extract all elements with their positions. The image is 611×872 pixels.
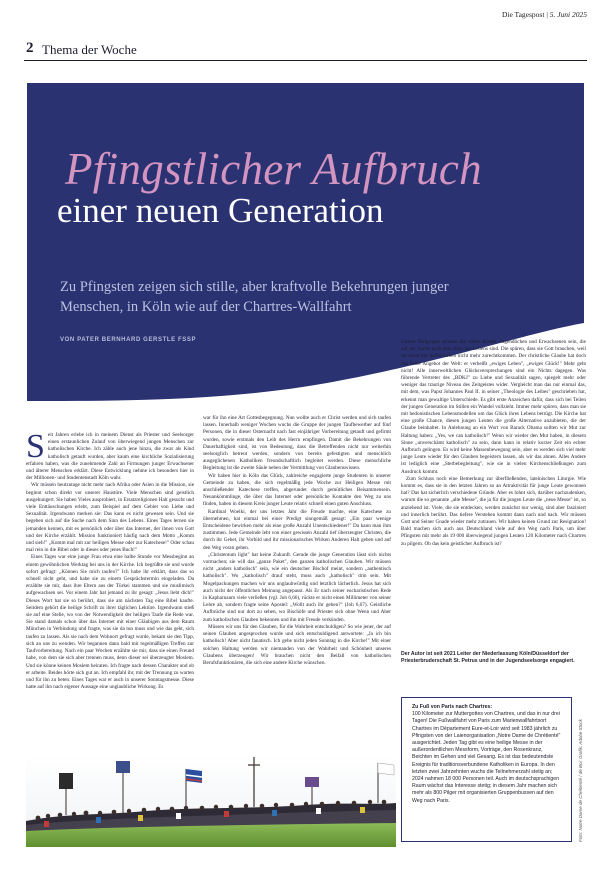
article-paragraph: Müssen wir uns für den Glauben, für die Wahrheit entschuldigen? So wie jener, der auf seinen Glauben angesprochen wurde und sich entschuldigend antwortete: „Ja ich bin katholisch! Aber nicht fanatisch. Ich gehe nicht jeden Sonntag in die Kirche!" Mit einer solchen Haltung werden wir niemanden von der Wahrheit und Schönheit unseres Glaubens überzeugen! Wir brauchen nicht den Beifall von katholischen Berufsfunktionären, die sich eine andere Kirche wünschen. (203, 623, 391, 666)
author-note: Der Autor ist seit 2021 Leiter der Niederlassung Köln/Düsseldorf der Priesterbruderschaft St. Petrus und in der Jugendseelsorge engagiert. (401, 651, 575, 664)
article-paragraph: Unsere Zielgruppe müssen die vielen Kinder, Jugendlichen und Erwachsenen sein, die auf der Suche nach dem Sinn des Lebens sind. Die spüren, dass sie Gott brauchen, weil sie sonst mit ihrem Leben nicht mehr zurechtkommen. Der christliche Glaube hat doch das beste Angebot der Welt: er verheißt „ewiges Leben", „ewiges Glück!" Mehr geht nicht! Alle innerweltlichen Glücksversprechungen sind ein Nichts dagegen. Was führende Vertreter des „BDKJ" zu Liebe und Sexualität sagen, spiegelt mehr oder weniger das traurige Niveau des Zeitgeistes wider. Vergleicht man das nur einmal das, mit dem, was Papst Johannes Paul II. in seiner „Theologie des Leibes" geschrieben hat, erkennt man gewaltige Unterschiede. Es gibt erste Anzeichen dafür, dass sich bei Teilen der jungen Generation im Stillen ein Wandel vollzieht. Immer mehr spüren, dass man sie mit hedonistischen Lebensmodellen um das Glück ihres Lebens betrügt. Die Kirche hat eine große Chance, diesen jungen Leuten die große Alternative anzubieten, die der Glaube beinhaltet. In Anlehnung an ein Wort von Barack Obama sollten wir Mut zur Haltung haben: „Yes, we can katholisch!" Wenn wir wieder den Mut haben, in diesem Sinne „unverschämt katholisch" zu sein, dann kann in relativ kurzer Zeit ein echter Aufbruch gelingen. Es wird keine Massenbewegung sein, aber es werden sich viel mehr junge Leute wieder für den Glauben begeistern lassen, als wir das ahnen. Alles Andere ist lediglich eine „Sterbebegleitung", wie sie in vielen Kirchenschließungen zum Ausdruck kommt. (401, 339, 586, 475)
article-paragraph: Seit Jahren erlebe ich in meinem Dienst als Priester und Seelsorger einen erstaunlichen Zulauf von überwiegend jungen Menschen zur katholischen Kirche. Ich zähle auch jene hinzu, die zwar als Kind katholisch getauft wurden, aber kaum eine kirchliche Sozialisierung erfahren haben, was die zunehmende Zahl an Firmungen junger Erwachsener und älterer Menschen erklärt. Diese Entwicklung nehme ich besonders hier in der Millionen- und Studentenstadt Köln wahr. (26, 432, 194, 482)
article-column-2 (203, 415, 391, 775)
page-number: 2 (26, 40, 34, 56)
info-box-title: Zu Fuß von Paris nach Chartres: (412, 704, 493, 710)
article-paragraph: war für ihn eine Art Gottesbegegnung. Nun wollte auch er Christ werden und sich taufen lassen. Innerhalb weniger Wochen wuchs die Gruppe der jungen Taufbewerber auf fünf Personen, die in dieser Osternacht nach fast einjähriger Vorbereitung getauft und gefirmt wurden, sowie erstmals den Leib des Herrn empfingen. Damit die Bekehrungen von Dauerhaftigkeit sind, ist von Bedeutung, dass die Betreffenden nicht nur weiterhin seelsorglich betreut werden, sondern von bereits gefestigten und menschlich ausgeglichenen Katholiken freundschaftlich begleitet werden. Diese menschliche Begleitung ist die zweite Säule neben der Vermittlung von Glaubenswissen. (203, 415, 391, 472)
section-title: Thema der Woche (42, 42, 137, 57)
lead-text: Zu Pfingsten zeigen sich stille, aber kraftvolle Bekehrungen junger Menschen, in Köln wie auf der Chartres-Wallfahrt (60, 279, 449, 315)
info-box-text: 100 Kilometer zur Muttergottes von Chartres, und das in nur drei Tagen! Die Fußwallfahrt von Paris zum Marienwallfahrtsort Chartres im Département Eure-et-Loir wird seit 1983 jährlich zu Pfingsten von der Laienorganisation „Notre Dame de Chrétienté" ausgerichtet. Jeden Tag gibt es eine heilige Messe in der außerordentlichen Messform, Vorträge, den Rosenkranz, Beichten im Gehen und viel Gesang. Es ist das bedeutendste Ereignis für traditionsverbundene Katholiken in Europa. In den letzten zwei Jahrzehnten wuchs die Teilnehmerzahl stetig an; 2024 nahmen 18 000 Personen teil. Auch im deutschsprachigen Raum wächst das Interesse stetig; in diesem Jahr machen sich mehr als 800 Pilger mit organisierten Gruppenbussen auf den Weg nach Paris. (412, 711, 561, 804)
masthead: Die Tagespost | 5. Juni 2025 (501, 10, 587, 19)
banner-icon (59, 773, 73, 789)
article-column-1 (26, 432, 194, 782)
header-divider (24, 60, 587, 61)
article-paragraph: Eines Tages war eine junge Frau etwa eine halbe Stunde vor Messbeginn an einem gewöhnlichen Werktag bei uns in der Kirche. Ich begrüßte sie und wurde sofort gefragt: „Können Sie mich taufen?" Ich habe ihr erklärt, dass das so schnell nicht geht, und habe sie zu einem Gesprächstermin eingeladen. Da erzählte sie mir, dass ihre Eltern aus der Türkei stammen und sie muslimisch aufgewachsen sei. Vor einem Jahr hat jemand zu ihr gesagt: „Jesus liebt dich!" Dieses Wort hat sie so berührt, dass sie am nächsten Tag eine Bibel kaufte. Seitdem gehört die heilige Schrift zu ihrer täglichen Lektüre. Irgendwann stieß sie auf eine Stelle, wo von der Notwendigkeit der heiligen Taufe die Rede war. Sie stand damals schon über das Internet mit einer Gläubigen aus dem Raum München in Verbindung und fragte, was sie da tun muss und wie das geht, sich taufen zu lassen. Als sie nach dem Wohnort gefragt wurde, bekam sie den Tipp, sich an uns zu wenden. Wir begannen dann bald mit regelmäßigen Treffen zur Taufvorbereitung. Nach ein paar Wochen erzählte sie mir, dass sie einen Freund habe, von dem sie sich aber trennen muss, denn dieser sei überzeugter Moslem. Und sie könne keinen Moslem heiraten. Ich fragte nach dessen Charakter und ob er arbeite. Beides hörte sich gut an. Ich empfahl ihr, mit der Trennung zu warten und für ihn zu beten. Eines Tages war er auch in unserer Sonntagsmesse. Diese hatte auf ihn nach eigener Aussage eine unglaubliche Wirkung. Es (26, 554, 194, 691)
headline-title: Pfingstlicher Aufbruch (65, 144, 482, 194)
procession-illustration (26, 755, 396, 847)
headline-subtitle: einer neuen Generation (57, 191, 384, 230)
drop-cap: S (26, 432, 45, 465)
photo-credit: Foto: Notre Dame de Chrétienté / de Boi; Grafik: Adobe Stock (578, 719, 583, 842)
issue-date: 5. Juni 2025 (549, 10, 587, 19)
pilgrim-procession-photo (26, 755, 396, 847)
article-paragraph: Wir haben hier in Köln das Glück, zahlreiche engagierte junge Studenten in unserer Gemeinde zu haben, die sich regelmäßig jede Woche zur Heiligen Messe mit anschließender Katechese treffen, abgerundet durch gemütliches Beisammensein. Neuankömmlinge, die über das Internet oder persönliche Kontakte den Weg zu uns finden, haben in diesem Kreis junger Leute relativ schnell einen guten Anschluss. (203, 472, 391, 508)
article-paragraph: Wir müssen heutzutage nicht mehr nach Afrika oder Asien in die Mission, sie beginnt schon direkt vor unserer Haustüre. Viele Menschen sind geistlich ausgehungert. Sie haben Vieles ausprobiert, in Ersatzreligionen Halt gesucht und viele Enttäuschungen erlebt, zum Beispiel auf dem Gebiet von Liebe und Sexualität. Irgendwann merken sie: Das kann es nicht gewesen sein. Und sie begeben sich auf die Suche nach dem Sinn des Lebens. Eines Tages lernen sie jemanden kennen, mit es persönlich oder über das Internet, der ihnen von Gott und der Kirche erzählt. Mission funktioniert häufig nach dem Motto „Komm und sieh!" „Komm mal mit zur heiligen Messe oder zur Katechese!" Oder schau mal rein in die Bibel oder in dieses oder jenes Buch!" (26, 482, 194, 554)
article-paragraph: Kardinal Woelki, der uns letztes Jahr die Freude machte, eine Katechese zu übernehmen, hat einmal bei einer Predigt sinngemäß gesagt: „Ein paar wenige Entscheidene bewirken mehr als eine große Anzahl Unentschiedener!" Da kann man ihm zustimmen. Jede Gemeinde lebt von einer gewissen Anzahl tief überzeugter Christen, die durch ihr Gebet, ihr Vorbild und ihr missionarisches Wirken Anderen Halt geben und auf den Weg voran gehen. (203, 508, 391, 551)
newspaper-name: Die Tagespost (501, 10, 545, 19)
article-column-3 (401, 339, 586, 647)
author-byline: VON PATER BERNHARD GERSTLE FSSP (60, 337, 197, 343)
article-paragraph: „Christentum light" hat keine Zukunft. Gerade die junge Generation lässt sich nichts vormachen; sie will das „ganze Paket", den ganzen katholischen Glauben. Wir müssen nicht „anders katholisch" sein, wie ein deutscher Bischof meint, sondern „authentisch katholisch". Wo „katholisch" drauf steht, muss auch „katholisch" drin sein. Mit Mogelpackungen machen wir uns unglaubwürdig und letztlich lächerlich. Jesus hat sich auch nicht der öffentlichen Meinung angepasst. Als Er nach seiner eucharistischen Rede in Kapharnaum viele verließen (vgl. Joh 6,66), rückte er nicht einen Millimeter von seiner Lehre ab, sondern fragte seine Apostel: „Wollt auch ihr gehen?" (Joh 6,67). Geistliche Aufbrüche sind nur dort zu sehen, wo Bischöfe und Priester sich ohne Wenn und Aber zum katholischen Glauben bekennen und ihn mit Freude verkünden. (203, 551, 391, 623)
info-box (401, 697, 572, 842)
article-paragraph: Zum Schluss noch eine Bemerkung zur überfließenden, lateinischen Liturgie. Wie kommt es, dass sie in den letzten Jahren so an Attraktivität für junge Leute gewonnen hat? Das hat sicherlich verschiedene Gründe. Aber es lohnt sich, darüber nachzudenken, warum die so genannte „alte Messe", die ja für die jungen Leute die „neue Messe" ist, so anziehend ist. Viele, die sie entdecken, werden zunächst nur wenig, sind aber fasziniert und innerlich berührt. Das tiefere Verstehen kommt dann nach und nach. Wir müssen Gott und Seiner Gnade wieder mehr zutrauen. Wir haben keinen Grund zur Resignation! Bald machen sich auch aus Deutschland viele auf den Weg nach Paris, um über Pfingsten mit mehr als 19 000 überwiegend jungen Leuten 120 Kilometer nach Chartres zu pilgern. Ob das kein geistlicher Aufbruch ist? (401, 475, 586, 547)
